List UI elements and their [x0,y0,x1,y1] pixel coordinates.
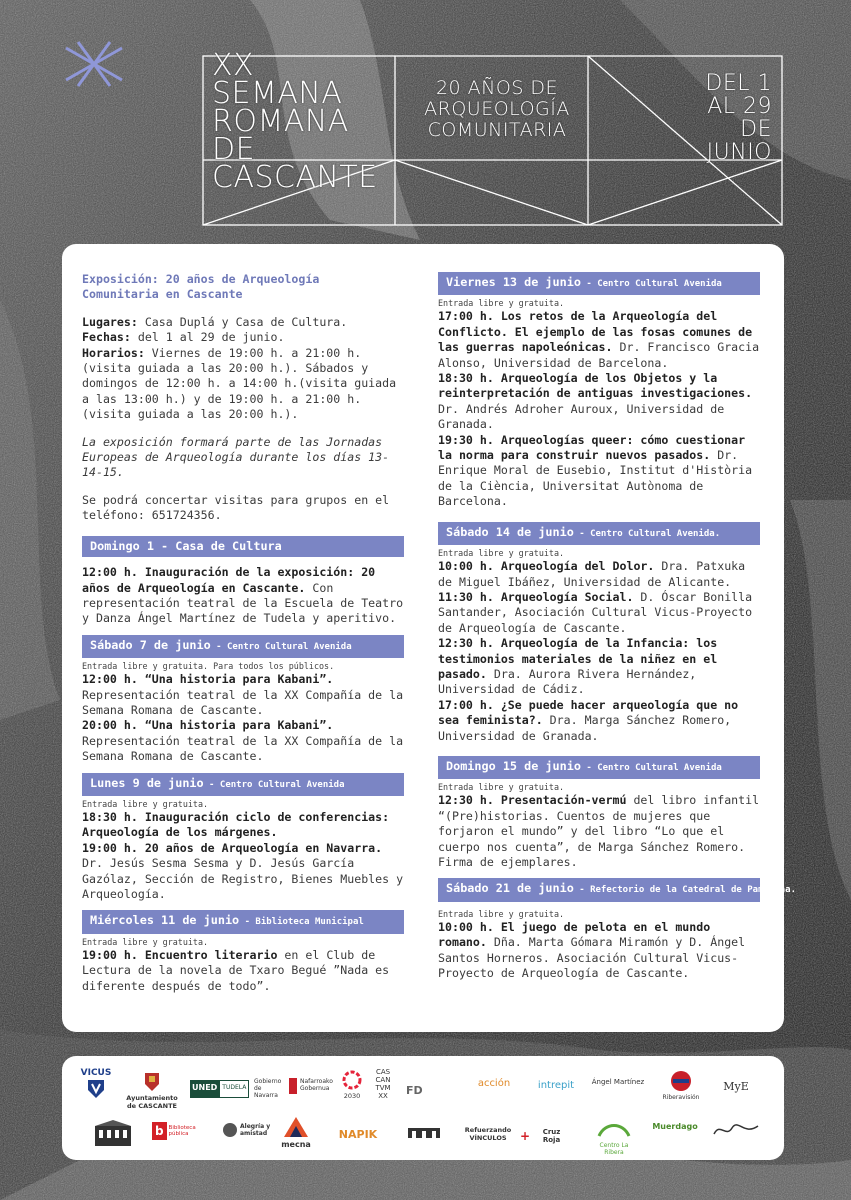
entry-note: Entrada libre y gratuita. [438,548,565,559]
event-d15-1: 12:30 h. Presentación-vermú del libro infantil “(Pre)historias. Cuentos de mujeres que forjaron el mundo” y del libro “Lo que el cuerpo nos cuenta”, de Marga Sánchez Romero. Firma de ejemplares. [438,793,760,869]
logo-cross-icon [66,42,122,86]
logo-signature [708,1120,764,1142]
event-d7-2: 20:00 h. “Una historia para Kabani”. Representación teatral de la XX Compañía de la Semana Romana de Cascante. [82,718,404,764]
logo-accion: acción [477,1078,511,1089]
entry-note: Entrada libre y gratuita. [438,908,565,919]
logo-fd: FD [406,1084,423,1097]
logo-cascantvm-xx: CAS CAN TVM XX [375,1068,391,1100]
entry-note: Entrada libre y gratuita. [438,782,565,793]
group-visits-note: Se podrá concertar visitas para grupos en el teléfono: 651724356. [82,492,390,523]
day-header-15: Domingo 15 de junio - Centro Cultural Avenida [438,756,760,779]
event-d14-4: 17:00 h. ¿Se puede hacer arqueología que no sea feminista?. Dra. Marga Sánchez Romero, Universidad de Granada. [438,697,739,743]
logo-angel-martinez: Ángel Martínez [591,1078,645,1086]
logo-biblioteca: b Biblioteca pública [152,1122,208,1140]
event-d11-1: 19:00 h. Encuentro literario en el Club de Lectura de la novela de Txaro Begué ”Nada es diferente después de todo”. [82,947,390,993]
exhibition-title: Exposición: 20 años de Arqueología Comunitaria en Cascante [82,272,320,302]
day-header-13: Viernes 13 de junio - Centro Cultural Avenida [438,272,760,295]
entry-note: Entrada libre y gratuita. [82,936,209,947]
exhibition-dates: Fechas: del 1 al 29 de junio. [82,330,285,345]
logo-gobierno-navarra: Gobierno de Navarra Nafarroako Gobernua [254,1078,333,1099]
exhibition-places: Lugares: Casa Duplá y Casa de Cultura. [82,314,348,329]
logo-mye: MyE [723,1080,749,1093]
logo-mecna: mecna [280,1116,312,1149]
event-d14-3: 12:30 h. Arqueología de la Infancia: los testimonios materiales de la niñez en el pasado. Dra. Aurora Rivera Hernández, Universidad de Cádiz. [438,636,718,697]
program-right-column [438,272,797,981]
entry-note: Entrada libre y gratuita. [82,798,209,809]
event-d14-2: 11:30 h. Arqueología Social. D. Óscar Bonilla Santander, Asociación Cultural Vicus-Proyecto de Arqueología de Cascante. [438,589,753,635]
logo-centro-la-ribera: Centro La Ribera [592,1118,636,1156]
event-d9-1: 18:30 h. Inauguración ciclo de conferencias: Arqueología de los márgenes. [82,809,390,840]
exhibition-note: La exposición formará parte de las Jornadas Europeas de Arqueología durante los días 13-14-15. [82,434,390,480]
entry-note: Entrada libre y gratuita. [438,298,565,309]
event-d13-3: 19:30 h. Arqueologías queer: cómo cuestionar la norma para construir nuevos pasados. Dr. Enrique Moral de Eusebio, Institut d'Història de la Ciència, Universitat Autònoma de Barcelona. [438,432,753,509]
event-d14-1: 10:00 h. Arqueología del Dolor. Dra. Patxuka de Miguel Ibáñez, Universidad de Alicante. [438,559,746,589]
logo-building [92,1118,134,1150]
event-d7-1: 12:00 h. “Una historia para Kabani”. Representación teatral de la XX Compañía de la Semana Romana de Cascante. [82,672,404,717]
logo-uned-tudela: UNED TUDELA [190,1080,246,1098]
event-subtitle: 20 AÑOS DE ARQUEOLOGÍA COMUNITARIA [424,77,570,141]
logo-muerdago: Muerdago [652,1122,698,1131]
event-dates: DEL 1 AL 29 DE JUNIO [705,71,772,165]
sponsor-logos [62,1056,784,1160]
day-header-1: Domingo 1 - Casa de Cultura [82,536,404,557]
event-d9-2: 19:00 h. 20 años de Arqueología en Navarra. Dr. Jesús Sesma Sesma y D. Jesús García Gazólaz, Sección de Registro, Bienes Muebles y Arqueología. [82,840,404,901]
day-header-14: Sábado 14 de junio - Centro Cultural Avenida. [438,522,760,545]
day-header-21: Sábado 21 de junio - Refectorio de la Catedral de Pamplona. [438,878,760,901]
logo-napik: NAPIK [338,1128,378,1141]
day-header-9: Lunes 9 de junio - Centro Cultural Avenida [82,773,404,796]
event-d21-1: 10:00 h. El juego de pelota en el mundo romano. Dña. Marta Gómara Miramón y D. Ángel Santos Horneros. Asociación Cultural Vicus-Proyecto de Arqueología de Cascante. [438,919,746,981]
day-header-11: Miércoles 11 de junio - Biblioteca Municipal [82,910,404,933]
logo-alegria-amistad: Alegría y amistad [222,1122,272,1138]
event-title: XX SEMANA ROMANA DE CASCANTE [212,48,378,195]
logo-cruz-roja: + Cruz Roja [520,1128,561,1144]
logo-ruinas [404,1126,444,1142]
event-d13-1: 17:00 h. Los retos de la Arqueología del Conflicto. El ejemplo de las fosas comunes de las guerras napoleónicas. Dr. Francisco Gracia Alonso, Universidad de Barcelona. [438,309,760,370]
day-header-7: Sábado 7 de junio - Centro Cultural Avenida [82,635,404,658]
program-left-column [82,272,404,994]
logo-intrepit: intrepit [537,1080,575,1091]
event-d1: 12:00 h. Inauguración de la exposición: 20 años de Arqueología en Cascante. Con representación teatral de la Escuela de Teatro y Danza Ángel Martínez de Tudela y aperitivo. [82,565,404,626]
logo-ayuntamiento-cascante: Ayuntamiento de CASCANTE [122,1072,182,1110]
logo-vinculos: Refuerzando VÍNCULOS [464,1126,512,1142]
logo-riberavision: Riberavisión [660,1070,702,1101]
logo-vicus: VICUS [76,1068,116,1102]
entry-note: Entrada libre y gratuita. Para todos los públicos. [82,661,335,672]
event-d13-2: 18:30 h. Arqueología de los Objetos y la reinterpretación de antiguas investigaciones. Dr. Andrés Adroher Auroux, Universidad de Granada. [438,371,753,432]
exhibition-hours: Horarios: Viernes de 19:00 h. a 21:00 h.(visita guiada a las 20:00 h.). Sábados y domingos de 12:00 h. a 14:00 h.(visita guiada a las 13:00 h.) y de 19:00 h. a 21:00 h.(visita guiada a las 20:00 h.). [82,345,397,422]
logo-agenda-2030: 2030 [338,1070,366,1100]
